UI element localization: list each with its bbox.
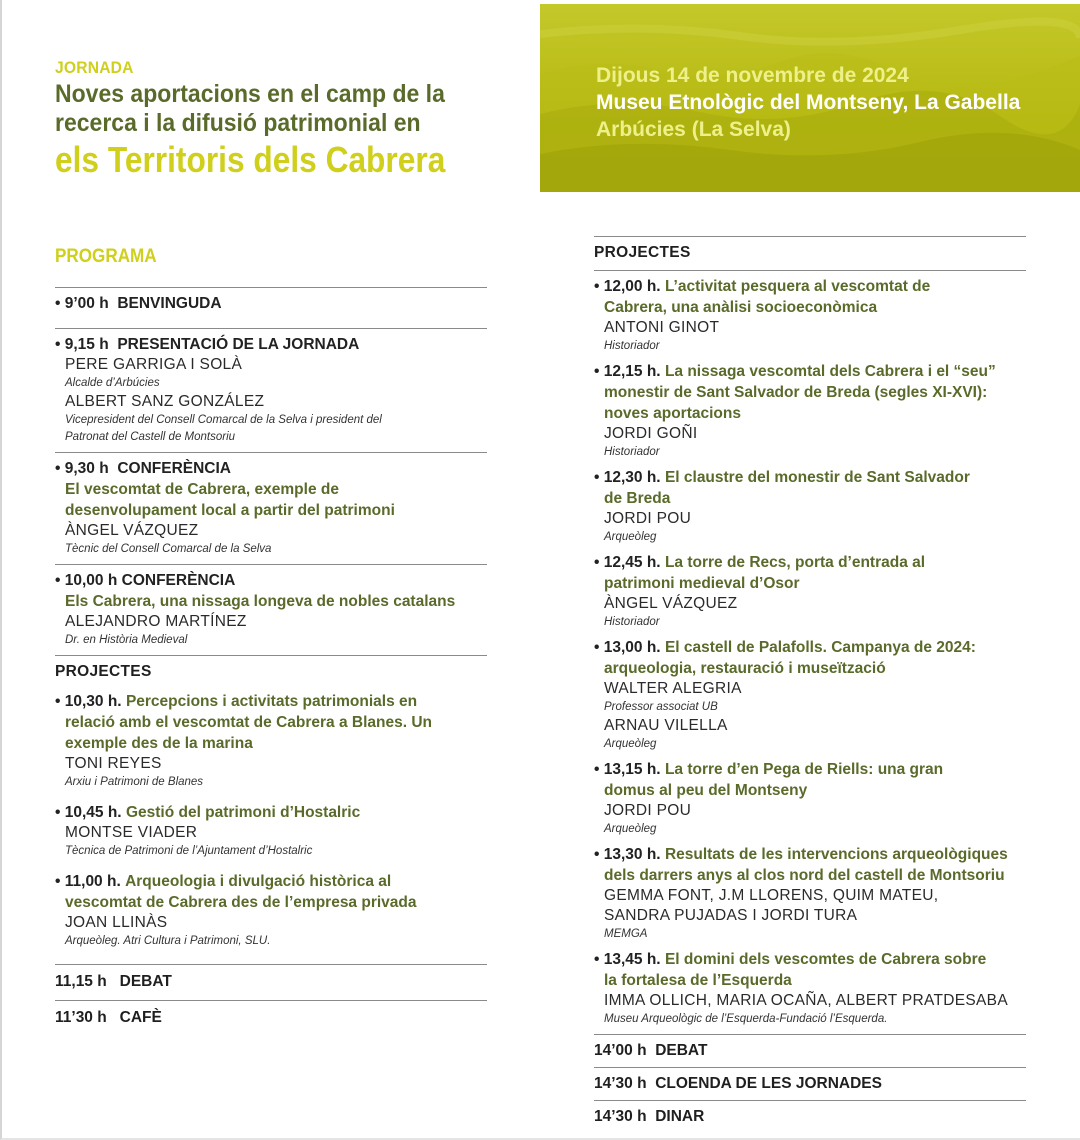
speaker-role: Historiador: [604, 446, 660, 458]
program-item-coffee: [55, 1001, 487, 1036]
left-column: [55, 287, 487, 1036]
section-title: PROJECTES: [594, 244, 691, 261]
program-item-closing: [594, 1068, 1026, 1100]
item-label: DEBAT: [655, 1042, 708, 1059]
event-date: Dijous 14 de novembre de 2024: [596, 64, 909, 87]
speaker-name: ALEJANDRO MARTÍNEZ: [65, 613, 247, 630]
speaker-name: ALBERT SANZ GONZÁLEZ: [65, 393, 265, 410]
talk-title: Percepcions i activitats patrimonials en: [125, 693, 418, 710]
project-item: [594, 637, 1026, 759]
item-label: CAFÈ: [119, 1009, 162, 1026]
speaker-name: ÀNGEL VÁZQUEZ: [604, 595, 738, 612]
bullet: •: [594, 278, 600, 295]
talk-title: Resultats de les intervencions arqueològiques: [664, 846, 1008, 863]
talk-title: El castell de Palafolls. Campanya de 2024:: [664, 639, 976, 656]
item-time: 13,45 h.: [603, 951, 661, 968]
bullet: •: [594, 639, 600, 656]
program-item-presentation: [55, 329, 487, 452]
project-item: [594, 467, 1026, 552]
talk-title: la fortalesa de l’Esquerda: [604, 972, 792, 989]
talk-title: L’activitat pesquera al vescomtat de: [664, 278, 931, 295]
page-title: [55, 80, 515, 138]
speaker-role: Arqueòleg: [604, 738, 657, 750]
item-time: 12,00 h.: [603, 278, 661, 295]
talk-title: Arqueologia i divulgació històrica al: [125, 873, 392, 890]
talk-title: desenvolupament local a partir del patrimoni: [65, 502, 395, 519]
speaker-name: ARNAU VILELLA: [604, 717, 728, 734]
right-column: [594, 236, 1026, 1133]
speaker-name: TONI REYES: [65, 755, 162, 772]
bullet: •: [55, 804, 61, 821]
talk-title: noves aportacions: [604, 405, 741, 422]
speaker-name: WALTER ALEGRIA: [604, 680, 742, 697]
project-item: [594, 271, 1026, 361]
title-line: recerca i la difusió patrimonial en: [55, 109, 421, 137]
talk-title: La torre de Recs, porta d’entrada al: [664, 554, 926, 571]
speaker-name: JORDI POU: [604, 510, 692, 527]
bullet: •: [55, 336, 61, 353]
event-venue: Museu Etnològic del Montseny, La Gabella: [596, 91, 1021, 114]
item-time: 13,00 h.: [603, 639, 661, 656]
talk-title: monestir de Sant Salvador de Breda (segles XI-XVI):: [604, 384, 988, 401]
talk-title: arqueologia, restauració i museïtzació: [604, 660, 886, 677]
speaker-name: JOAN LLINÀS: [65, 914, 168, 931]
talk-title: El claustre del monestir de Sant Salvador: [664, 469, 970, 486]
speaker-name: JORDI GOÑI: [604, 425, 698, 442]
project-item: [594, 759, 1026, 844]
project-item: [55, 866, 487, 956]
item-time: 10,45 h.: [64, 804, 122, 821]
item-label: DEBAT: [119, 973, 172, 990]
talk-title: La nissaga vescomtal dels Cabrera i el “seu”: [664, 363, 996, 380]
speaker-role: Tècnica de Patrimoni de l’Ajuntament d’Hostalric: [65, 845, 313, 857]
item-label: BENVINGUDA: [117, 295, 222, 312]
speaker-role: Patronat del Castell de Montsoriu: [65, 431, 236, 443]
speaker-role: Arqueòleg: [604, 531, 657, 543]
talk-title: vescomtat de Cabrera des de l’empresa privada: [65, 894, 417, 911]
talk-title: dels darrers anys al clos nord del castell de Montsoriu: [604, 867, 1005, 884]
item-time: 11,00 h.: [64, 873, 121, 890]
bullet: •: [55, 572, 61, 589]
item-label: CLOENDA DE LES JORNADES: [655, 1075, 882, 1092]
project-item: [594, 844, 1026, 949]
talk-title: El vescomtat de Cabrera, exemple de: [65, 481, 339, 498]
talk-title: relació amb el vescomtat de Cabrera a Blanes. Un: [65, 714, 432, 731]
speaker-name: MONTSE VIADER: [65, 824, 198, 841]
speaker-role: Alcalde d’Arbúcies: [65, 377, 160, 389]
item-time: 12,15 h.: [603, 363, 661, 380]
item-time: 9,30 h: [64, 460, 109, 477]
speaker-name: PERE GARRIGA I SOLÀ: [65, 356, 243, 373]
speaker-role: Arxiu i Patrimoni de Blanes: [65, 776, 204, 788]
speaker-role: Historiador: [604, 340, 660, 352]
project-item: [594, 552, 1026, 637]
speaker-role: MEMGA: [604, 928, 648, 940]
bullet: •: [594, 846, 600, 863]
kicker: JORNADA: [55, 58, 134, 77]
speaker-role: Arqueòleg. Atri Cultura i Patrimoni, SLU.: [65, 935, 271, 947]
event-town: Arbúcies (La Selva): [596, 118, 791, 141]
talk-title: patrimoni medieval d’Osor: [604, 575, 800, 592]
talk-title: de Breda: [604, 490, 671, 507]
item-time: 9’00 h: [64, 295, 109, 312]
speaker-role: Arqueòleg: [604, 823, 657, 835]
bullet: •: [594, 363, 600, 380]
item-time: 13,30 h.: [603, 846, 661, 863]
title-line: Noves aportacions en el camp de la: [55, 80, 445, 108]
talk-title: El domini dels vescomtes de Cabrera sobre: [664, 951, 987, 968]
item-time: 10,00 h: [64, 572, 118, 589]
speaker-role: Tècnic del Consell Comarcal de la Selva: [65, 543, 272, 555]
speaker-role: Museu Arqueològic de l’Esquerda-Fundació l’Esquerda.: [604, 1013, 888, 1025]
program-item-welcome: [55, 288, 487, 320]
item-time: 12,45 h.: [603, 554, 661, 571]
speaker-name: SANDRA PUJADAS I JORDI TURA: [604, 907, 858, 924]
project-item: [594, 949, 1026, 1034]
bullet: •: [594, 469, 600, 486]
speaker-name: ANTONI GINOT: [604, 319, 720, 336]
talk-title: Gestió del patrimoni d’Hostalric: [125, 804, 361, 821]
bullet: •: [55, 693, 61, 710]
speaker-role: Vicepresident del Consell Comarcal de la Selva i president del: [65, 414, 382, 426]
speaker-role: Historiador: [604, 616, 660, 628]
project-item: [55, 797, 487, 866]
project-item: [594, 361, 1026, 467]
talk-title: domus al peu del Montseny: [604, 782, 808, 799]
bullet: •: [594, 951, 600, 968]
speaker-name: IMMA OLLICH, MARIA OCAÑA, ALBERT PRATDESABA: [604, 992, 1008, 1009]
program-item-conference: [55, 565, 487, 655]
speaker-name: ÀNGEL VÁZQUEZ: [65, 522, 199, 539]
item-time: 13,15 h.: [603, 761, 661, 778]
hero-banner: [540, 4, 1080, 192]
program-item-debate: [594, 1035, 1026, 1067]
title-block: [55, 58, 515, 180]
item-label: CONFERÈNCIA: [121, 572, 236, 589]
program-item-conference: [55, 453, 487, 564]
speaker-role: Dr. en Història Medieval: [65, 634, 188, 646]
talk-title: La torre d’en Pega de Riells: una gran: [664, 761, 944, 778]
bullet: •: [55, 295, 61, 312]
program-heading: PROGRAMA: [55, 246, 157, 267]
talk-title: exemple des de la marina: [65, 735, 253, 752]
speaker-role: Professor associat UB: [604, 701, 718, 713]
item-time: 11,15 h: [55, 973, 107, 990]
program-item-debate: [55, 965, 487, 1000]
bullet: •: [55, 460, 61, 477]
item-label: PRESENTACIÓ DE LA JORNADA: [117, 336, 360, 353]
item-time: 12,30 h.: [603, 469, 661, 486]
project-item: [55, 689, 487, 797]
bullet: •: [55, 873, 61, 890]
talk-title: Cabrera, una anàlisi socioeconòmica: [604, 299, 878, 316]
item-time: 10,30 h.: [64, 693, 122, 710]
item-time: 14’00 h: [594, 1042, 647, 1059]
item-label: CONFERÈNCIA: [117, 460, 231, 477]
speaker-name: GEMMA FONT, J.M LLORENS, QUIM MATEU,: [604, 887, 939, 904]
bullet: •: [594, 554, 600, 571]
bullet: •: [594, 761, 600, 778]
item-time: 9,15 h: [64, 336, 109, 353]
program-item-lunch: [594, 1101, 1026, 1133]
title-accent: els Territoris dels Cabrera: [55, 139, 446, 180]
item-time: 14’30 h: [594, 1075, 647, 1092]
item-time: 14’30 h: [594, 1108, 647, 1125]
section-title: PROJECTES: [55, 663, 152, 680]
talk-title: Els Cabrera, una nissaga longeva de nobles catalans: [65, 593, 456, 610]
item-label: DINAR: [655, 1108, 705, 1125]
speaker-name: JORDI POU: [604, 802, 692, 819]
item-time: 11’30 h: [55, 1009, 107, 1026]
